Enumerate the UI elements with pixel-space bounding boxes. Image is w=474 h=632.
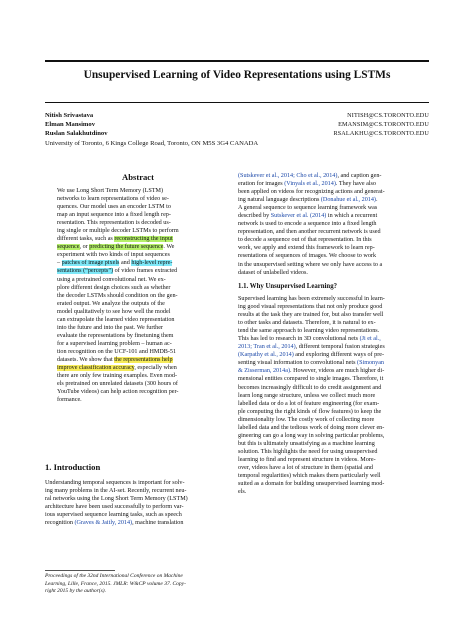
text-span: We use Long Short Term Memory (LSTM) [57, 188, 164, 194]
text-span: ious supervised sequence learning tasks, such as speech [45, 512, 182, 519]
text-span: model qualitatively to see how well the model [57, 308, 171, 315]
text-line [238, 367, 430, 375]
text-span: . However, videos are much higher di- [290, 368, 385, 375]
text-line [238, 236, 430, 244]
text-span: ing single or multiple decoder LSTMs to perform [57, 228, 179, 235]
text-span: to decode a sequence out of that representation. In this [238, 237, 372, 244]
text-line [57, 388, 231, 396]
text-line [57, 396, 231, 404]
text-line [57, 259, 231, 267]
citation-link[interactable]: 2013; Tran et al., 2014) [238, 344, 296, 351]
text-span: senting visual information to convolutional nets [238, 360, 358, 367]
citation-link[interactable]: (Ji et al., [359, 336, 381, 343]
footnote-rule [45, 570, 115, 571]
text-line [238, 220, 430, 228]
text-line [238, 472, 430, 480]
text-line [57, 348, 231, 356]
text-span: but this is ultimately unsatisfying as a machine learning [238, 440, 375, 447]
text-line [57, 372, 231, 380]
text-span: dimensionality low. The costly work of collecting more [238, 416, 375, 423]
text-line [238, 212, 430, 220]
text-span: Supervised learning has been extremely successful in learn- [238, 296, 385, 302]
text-line [45, 487, 231, 495]
highlighted-text: improve classification accuracy [57, 365, 135, 372]
text-span: described by [238, 213, 271, 220]
highlighted-text: reconstructing the input [114, 236, 173, 243]
text-line [238, 311, 430, 319]
highlighted-text: sentations (“percepts”) [57, 268, 114, 275]
citation-link[interactable]: (Sutskever et al., 2014; Cho et al., 2014) [238, 173, 338, 179]
text-line [238, 327, 430, 335]
text-line [57, 251, 231, 259]
text-line [238, 343, 430, 351]
text-line [57, 267, 231, 275]
subsection-body [238, 295, 430, 496]
text-span: tend the same approach to learning video representations. [238, 328, 380, 335]
text-span: ple computing the right kinds of flow features) to keep the [238, 408, 382, 415]
text-span: for a supervised learning problem – human ac- [57, 340, 172, 347]
text-span: in which a recurrent [326, 213, 378, 220]
text-span: suited as a domain for building unsupervised learning mod- [238, 481, 385, 488]
text-span: and [119, 260, 132, 267]
text-line [238, 244, 430, 252]
text-span: results at the task they are trained for, but also transfer well [238, 312, 384, 319]
text-span: – [57, 260, 62, 267]
text-span: network is used to encode a sequence into a fixed length [238, 221, 377, 228]
text-line [57, 340, 231, 348]
abstract-body [45, 187, 231, 404]
text-line [45, 511, 231, 519]
text-span: ral networks using the Long Short Term Memory (LSTM) [45, 496, 188, 503]
text-span: erated output. We analyze the outputs of the [57, 300, 165, 307]
abstract-section [45, 172, 231, 404]
text-span: in the unsupervised setting where we only have access to a [238, 261, 383, 268]
text-span: evaluate the representations by finetuning them [57, 332, 174, 339]
text-line [238, 392, 430, 400]
text-line [45, 573, 231, 581]
affiliation: University of Toronto, 6 Kings College Road, Toronto, ON M5S 3G4 CANADA [45, 140, 259, 147]
citation-link[interactable]: (Donahue et al., 2014) [320, 197, 376, 204]
text-span: quences. Our model uses an encoder LSTM to [57, 204, 171, 211]
text-line [238, 180, 430, 188]
text-span: resentations of sequences of images. We choose to work [238, 253, 377, 260]
text-line [45, 495, 231, 503]
text-line [238, 319, 430, 327]
text-line [57, 316, 231, 324]
author-email: NITISH@CS.TORONTO.EDU [347, 112, 429, 119]
text-span: there are only few training examples. Even mod- [57, 373, 178, 380]
highlighted-text: high-level repre- [131, 260, 173, 267]
text-line [238, 432, 430, 440]
author-email: RSALAKHU@CS.TORONTO.EDU [333, 130, 429, 137]
text-span: learn long range structure, unless we collect much more [238, 392, 376, 399]
introduction-heading: 1. Introduction [45, 462, 101, 472]
text-span: been applied on videos for recognizing actions and generat- [238, 189, 385, 196]
text-span: . They have also [335, 181, 377, 188]
text-span: labelled data and the tedious work of doing more clever en- [238, 424, 385, 431]
text-span: , or [79, 244, 90, 251]
citation-link[interactable]: & Zisserman, 2014a) [238, 368, 291, 375]
text-span: labelled data or do a lot of feature engineering (for exam- [238, 400, 380, 407]
text-line [45, 503, 231, 511]
text-span: representation, and then another recurrent network is used [238, 229, 381, 236]
text-line [238, 228, 430, 236]
text-line [57, 292, 231, 300]
text-span: , and caption gen- [337, 173, 382, 179]
text-line [238, 188, 430, 196]
text-span: architecture have been used successfully to perform var- [45, 504, 184, 511]
text-line [45, 479, 231, 487]
text-span: . We [163, 244, 175, 251]
citation-link[interactable]: (Karpathy et al., 2014) [238, 352, 294, 359]
citation-link[interactable]: (Vinyals et al., 2014) [284, 181, 336, 188]
text-span: over, videos have a lot of structure in them (spatial and [238, 464, 373, 471]
author-email: EMANSIM@CS.TORONTO.EDU [338, 121, 429, 128]
text-line [238, 424, 430, 432]
text-span: Learning, Lille, France, 2015. JMLR: W&CP volume 37. Copy- [45, 580, 186, 587]
title-rule-top [45, 60, 429, 62]
text-span: different tasks, such as [57, 236, 115, 243]
text-line [57, 243, 231, 251]
text-line [57, 203, 231, 211]
text-span: work, we apply and extend this framework to learn rep- [238, 245, 375, 252]
text-span: This has led to research in 3D convolutional nets [238, 336, 360, 343]
text-span: els. [238, 489, 247, 496]
text-span: recognition [45, 520, 75, 527]
text-line [57, 308, 231, 316]
text-line [238, 359, 430, 367]
text-line [57, 235, 231, 243]
citation-link[interactable]: (Graves & Jaitly, 2014) [74, 520, 133, 527]
text-span: can extrapolate the learned video representation [57, 316, 175, 323]
abstract-heading: Abstract [122, 172, 154, 182]
text-span: YouTube videos) can help action recognition per- [57, 389, 179, 396]
subsection-heading: 1.1. Why Unsupervised Learning? [238, 283, 338, 290]
highlighted-text: the representations help [114, 356, 173, 363]
text-span: resentation. This representation is decoded us- [57, 220, 171, 227]
text-line [57, 195, 231, 203]
text-span: experiment with two kinds of input sequences [57, 252, 170, 259]
text-line [57, 380, 231, 388]
text-span: formance. [57, 397, 82, 404]
citation-link[interactable]: Sutskever et al. (2014) [270, 213, 327, 220]
text-span: ing good visual representations that not only produce good [238, 304, 383, 311]
text-span: networks to learn representations of video se- [57, 196, 169, 203]
text-line [238, 400, 430, 408]
text-line [238, 295, 430, 303]
text-span: els pretrained on unrelated datasets (300 hours of [57, 381, 178, 388]
text-line [238, 252, 430, 260]
text-line [57, 276, 231, 284]
title-rule-bottom [45, 102, 429, 103]
text-line [45, 519, 231, 527]
text-line [238, 464, 430, 472]
text-span: Proceedings of the 32nd International Conference on Machine [45, 573, 183, 579]
text-line [238, 448, 430, 456]
text-span: and exploring different ways of pre- [293, 352, 385, 359]
paper-title: Unsupervised Learning of Video Representations using LSTMs [83, 69, 391, 81]
text-span: gineering can go a long way in solving particular problems, [238, 432, 385, 439]
text-line [57, 211, 231, 219]
text-line [57, 227, 231, 235]
author-name: Nitish Srivastava [45, 112, 94, 119]
text-line [238, 303, 430, 311]
text-line [57, 300, 231, 308]
text-span: into the future and into the past. We further [57, 324, 163, 331]
text-line [238, 261, 430, 269]
highlighted-text: predicting the future sequence [89, 244, 164, 251]
highlighted-text: patches of image pixels [61, 260, 120, 267]
citation-link[interactable]: (Simonyan [357, 360, 384, 367]
author-name: Elman Mansimov [45, 121, 96, 128]
text-span: dataset of unlabelled videos. [238, 269, 308, 276]
text-span: . [375, 197, 378, 204]
text-line [238, 480, 430, 488]
text-span: A general sequence to sequence learning framework was [238, 205, 378, 212]
text-line [238, 172, 430, 180]
text-span: the decoder LSTMs should condition on the gen- [57, 292, 178, 299]
text-span: Understanding temporal sequences is important for solv- [45, 480, 185, 486]
footnote [45, 573, 231, 596]
text-line [57, 219, 231, 227]
text-span: map an input sequence into a fixed length rep- [57, 212, 171, 219]
text-line [238, 335, 430, 343]
text-line [238, 456, 430, 464]
text-span: , machine translation [132, 520, 184, 527]
text-line [238, 196, 430, 204]
text-span: , different temporal fusion strategies [295, 344, 385, 351]
author-name: Ruslan Salakhutdinov [45, 130, 108, 137]
text-span: eration for images [238, 181, 285, 188]
text-span: solution. This highlights the need for using unsupervised [238, 448, 378, 455]
text-line [238, 375, 430, 383]
text-line [57, 284, 231, 292]
text-line [57, 187, 231, 195]
text-span: ing natural language descriptions [238, 197, 321, 204]
right-column-text [238, 172, 430, 277]
text-line [238, 384, 430, 392]
text-span: , especially when [134, 365, 177, 372]
text-line [57, 332, 231, 340]
text-span: learning to find and represent structure in videos. More- [238, 456, 376, 463]
text-line [45, 588, 231, 596]
text-span: right 2015 by the author(s). [45, 588, 106, 595]
text-line [238, 440, 430, 448]
text-line [238, 408, 430, 416]
text-span: becomes increasingly difficult to do credit assignment and [238, 384, 382, 391]
text-span: mensional entities compared to single images. Therefore, it [238, 376, 384, 383]
text-span: tion recognition on the UCF-101 and HMDB-51 [57, 348, 177, 355]
text-span: to other tasks and datasets. Therefore, it is natural to ex- [238, 320, 376, 327]
text-line [57, 364, 231, 372]
text-line [238, 416, 430, 424]
text-span: ing many problems in the AI-set. Recently, recurrent neu- [45, 488, 187, 495]
text-span: datasets. We show that [57, 356, 115, 363]
text-span: using a pretrained convolutional net. We ex- [57, 276, 166, 283]
text-span: temporal regularities) which makes them particularly well [238, 473, 381, 480]
text-line [238, 204, 430, 212]
text-line [57, 324, 231, 332]
text-span: of video frames extracted [113, 268, 178, 275]
subsection-why-unsupervised [238, 282, 430, 496]
text-line [57, 356, 231, 364]
text-line [238, 488, 430, 496]
text-span: plore different design choices such as whether [57, 284, 171, 291]
highlighted-text: sequence [57, 244, 80, 251]
introduction-body [45, 479, 231, 527]
text-line [238, 269, 430, 277]
introduction-section [45, 462, 231, 527]
text-line [238, 351, 430, 359]
